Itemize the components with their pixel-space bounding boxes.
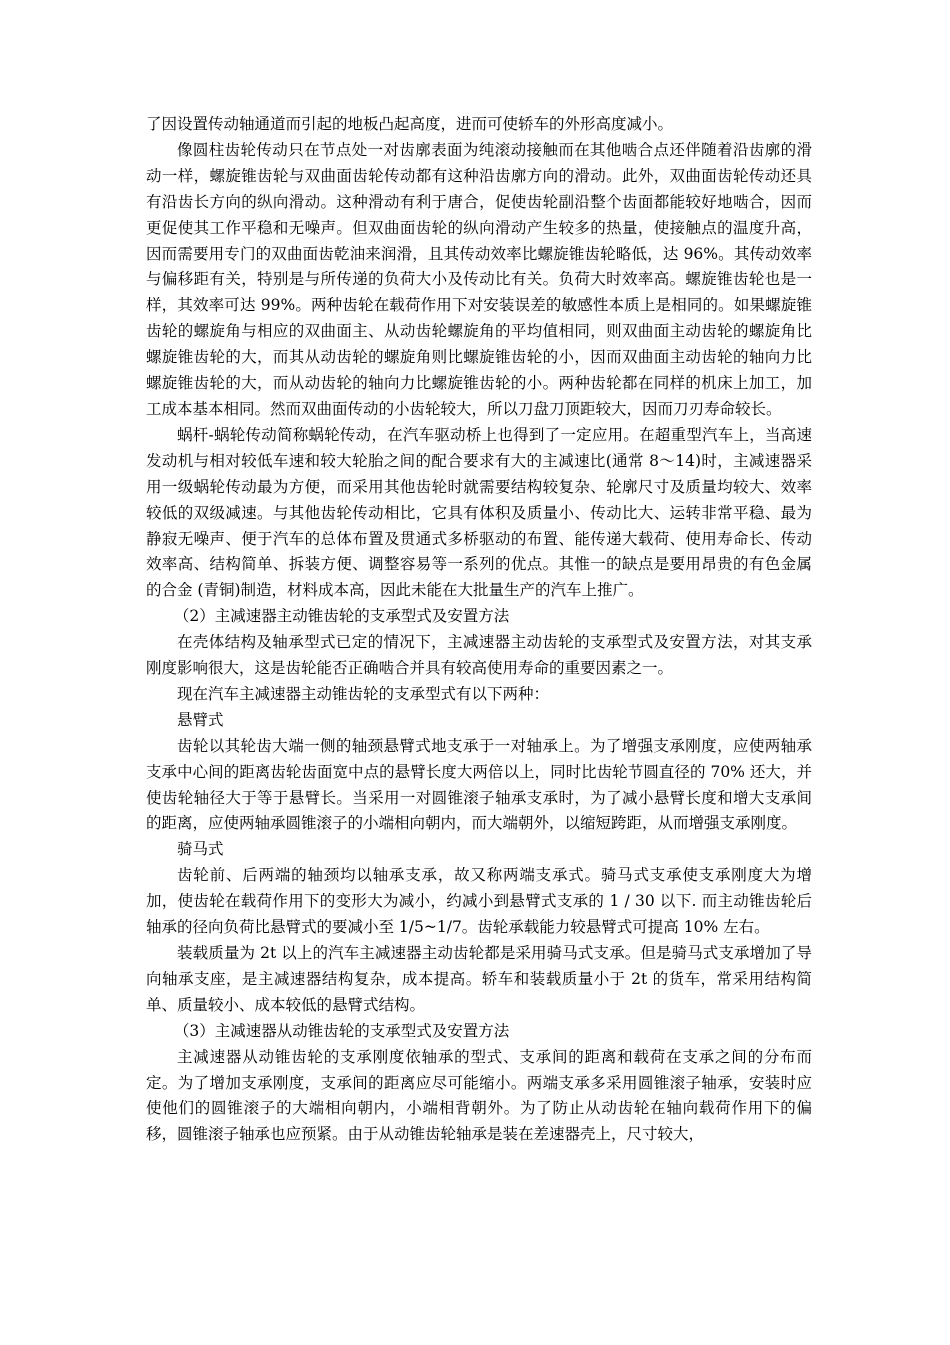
paragraph-8: 装载质量为 2t 以上的汽车主减速器主动齿轮都是采用骑马式支承。但是骑马式支承增加了导向轴承支座，是主减速器结构复杂，成本提高。轿车和装载质量小于 2t 的货车，常采用结构简单、质量较小、成本较低的悬臂式结构。 — [146, 944, 812, 1014]
paragraph-2: 像圆柱齿轮传动只在节点处一对齿廓表面为纯滚动接触而在其他啮合点还伴随着沿齿廓的滑动一样，螺旋锥齿轮与双曲面齿轮传动都有这种沿齿廓方向的滑动。此外，双曲面齿轮传动还具有沿齿长方向的纵向滑动。这种滑动有利于唐合，促使齿轮副沿整个齿面都能较好地啮合，因而更促使其工作平稳和无噪声。但双曲面齿轮的纵向滑动产生较多的热量，使接触点的温度升高，因而需要用专门的双曲面齿乾油来润滑，且其传动效率比螺旋锥齿轮略低，达 96%。其传动效率与偏移距有关，特别是与所传递的负荷大小及传动比有关。负荷大时效率高。螺旋锥齿轮也是一样，其效率可达 99%。两种齿轮在载荷作用下对安装误差的敏感性本质上是相同的。如果螺旋锥齿轮的螺旋角与相应的双曲面主、从动齿轮螺旋角的平均值相同，则双曲面主动齿轮的螺旋角比螺旋锥齿轮的大，而其从动齿轮的螺旋角则比螺旋锥齿轮的小，因而双曲面主动齿轮的轴向力比螺旋锥齿轮的大，而从动齿轮的轴向力比螺旋锥齿轮的小。两种齿轮都在同样的机床上加工，加工成本基本相同。然而双曲面传动的小齿轮较大，所以刀盘刀顶距较大，因而刀刃寿命较长。 — [146, 140, 812, 418]
section-heading-2: （2）主减速器主动锥齿轮的支承型式及安置方法 — [173, 607, 510, 626]
paragraph-9: 主减速器从动锥齿轮的支承刚度依轴承的型式、支承间的距离和载荷在支承之间的分布而定。为了增加支承刚度，支承间的距离应尽可能缩小。两端支承多采用圆锥滚子轴承，安装时应使他们的圆锥滚子的大端相向朝内，小端相背朝外。为了防止从动齿轮在轴向载荷作用下的偏移，圆锥滚子轴承也应预紧。由于从动锥齿轮轴承是装在差速器壳上，尺寸较大， — [146, 1047, 812, 1144]
section-heading-3: （3）主减速器从动锥齿轮的支承型式及安置方法 — [173, 1021, 510, 1040]
paragraph-5: 现在汽车主减速器主动锥齿轮的支承型式有以下两种： — [177, 684, 550, 703]
paragraph-1: 了因设置传动轴通道而引起的地板凸起高度，进而可使轿车的外形高度减小。 — [146, 115, 674, 133]
paragraph-3: 蜗杆-蜗轮传动简称蜗轮传动，在汽车驱动桥上也得到了一定应用。在超重型汽车上，当高速发动机与相对较低车速和较大轮胎之间的配合要求有大的主减速比(通常 8～14)时，主减速器采用一级蜗轮传动最为方便，而采用其他齿轮时就需要结构较复杂、轮廓尺寸及质量均较大、效率较低的双级减速。与其他齿轮传动相比，它具有体积及质量小、传动比大、运转非常平稳、最为静寂无噪声、便于汽车的总体布置及贯通式多桥驱动的布置、能传递大载荷、使用寿命长、传动效率高、结构简单、拆装方便、调整容易等一系列的优点。其惟一的缺点是要用昂贵的有色金属的合金 (青铜)制造，材料成本高，因此未能在大批量生产的汽车上推广。 — [146, 425, 812, 600]
paragraph-7: 齿轮前、后两端的轴颈均以轴承支承，故又称两端支承式。骑马式支承使支承刚度大为增加，使齿轮在载荷作用下的变形大为减小，约减小到悬臂式支承的 1 / 30 以下. 而主动锥齿轮后轴承的径向负荷比悬臂式的要减小至 1/5~1/7。齿轮承载能力较悬臂式可提高 10% 左右。 — [146, 866, 812, 937]
subheading-straddle: 骑马式 — [177, 840, 224, 859]
subheading-cantilever: 悬臂式 — [177, 710, 224, 729]
paragraph-6: 齿轮以其轮齿大端一侧的轴颈悬臂式地支承于一对轴承上。为了增强支承刚度，应使两轴承支承中心间的距离齿轮齿面宽中点的悬臂长度大两倍以上，同时比齿轮节圆直径的 70% 还大，并使齿轮轴径大于等于悬臂长。当采用一对圆锥滚子轴承支承时，为了减小悬臂长度和增大支承间的距离，应使两轴承圆锥滚子的小端相向朝内，而大端朝外，以缩短跨距，从而增强支承刚度。 — [146, 736, 812, 833]
paragraph-4: 在壳体结构及轴承型式已定的情况下，主减速器主动齿轮的支承型式及安置方法，对其支承刚度影响很大，这是齿轮能否正确啮合并具有较高使用寿命的重要因素之一。 — [146, 633, 812, 678]
document-page — [146, 112, 812, 1148]
